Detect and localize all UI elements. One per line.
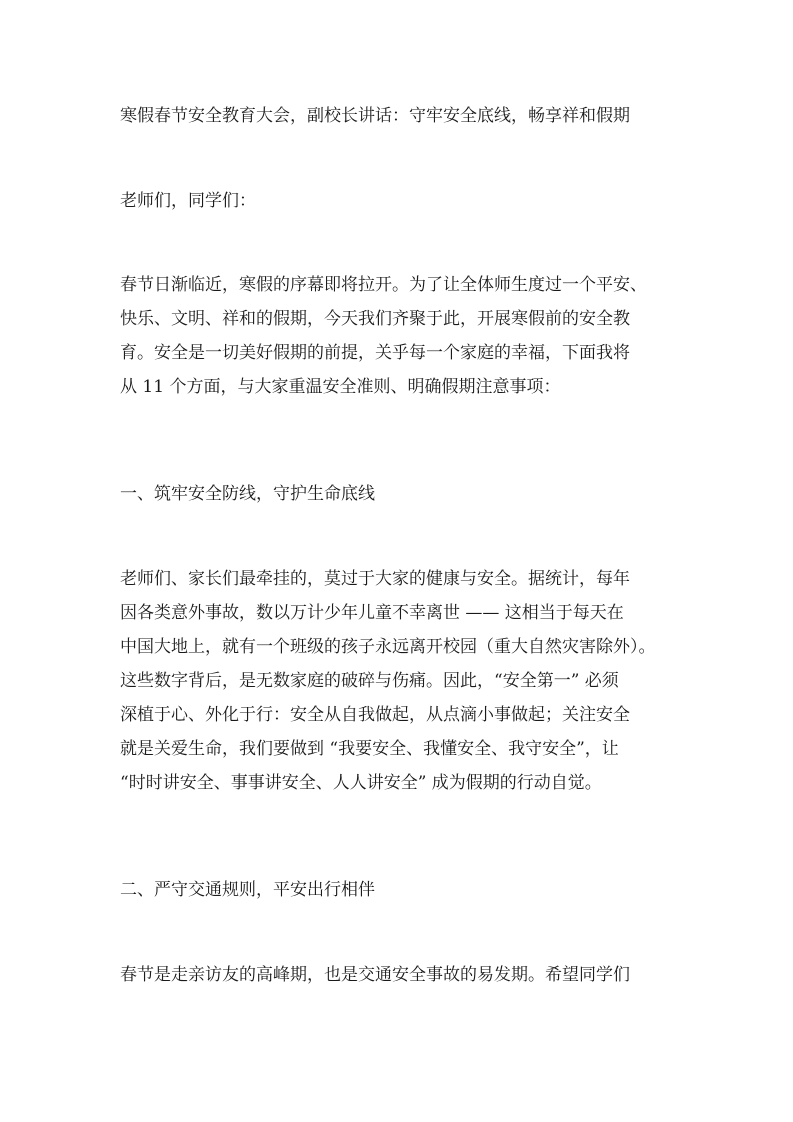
greeting: 老师们，同学们： (120, 191, 256, 211)
section2-line: 春节是走亲访友的高峰期，也是交通安全事故的易发期。希望同学们 (120, 965, 630, 985)
section1-line: 就是关爱生命，我们要做到 “我要安全、我懂安全、我守安全”，让 (120, 739, 619, 759)
section1-line: 这些数字背后，是无数家庭的破碎与伤痛。因此，“安全第一” 必须 (120, 671, 619, 691)
intro-line: 春节日渐临近，寒假的序幕即将拉开。为了让全体师生度过一个平安、 (120, 275, 647, 295)
section1-line: “时时讲安全、事事讲安全、人人讲安全” 成为假期的行动自觉。 (120, 773, 602, 793)
document-title: 寒假春节安全教育大会，副校长讲话：守牢安全底线，畅享祥和假期 (120, 106, 630, 126)
section-heading-2: 二、严守交通规则，平安出行相伴 (120, 880, 375, 900)
section1-line: 深植于心、外化于行：安全从自我做起，从点滴小事做起；关注安全 (120, 705, 630, 725)
intro-line: 从 11 个方面，与大家重温安全准则、明确假期注意事项： (120, 377, 561, 397)
section1-line: 老师们、家长们最牵挂的，莫过于大家的健康与安全。据统计，每年 (120, 569, 630, 589)
intro-line: 育。安全是一切美好假期的前提，关乎每一个家庭的幸福，下面我将 (120, 343, 630, 363)
section1-line: 中国大地上，就有一个班级的孩子永远离开校园（重大自然灾害除外）。 (120, 637, 656, 657)
section-heading-1: 一、筑牢安全防线，守护生命底线 (120, 484, 375, 504)
section1-line: 因各类意外事故，数以万计少年儿童不幸离世 —— 这相当于每天在 (120, 603, 624, 623)
intro-line: 快乐、文明、祥和的假期，今天我们齐聚于此，开展寒假前的安全教 (120, 309, 630, 329)
